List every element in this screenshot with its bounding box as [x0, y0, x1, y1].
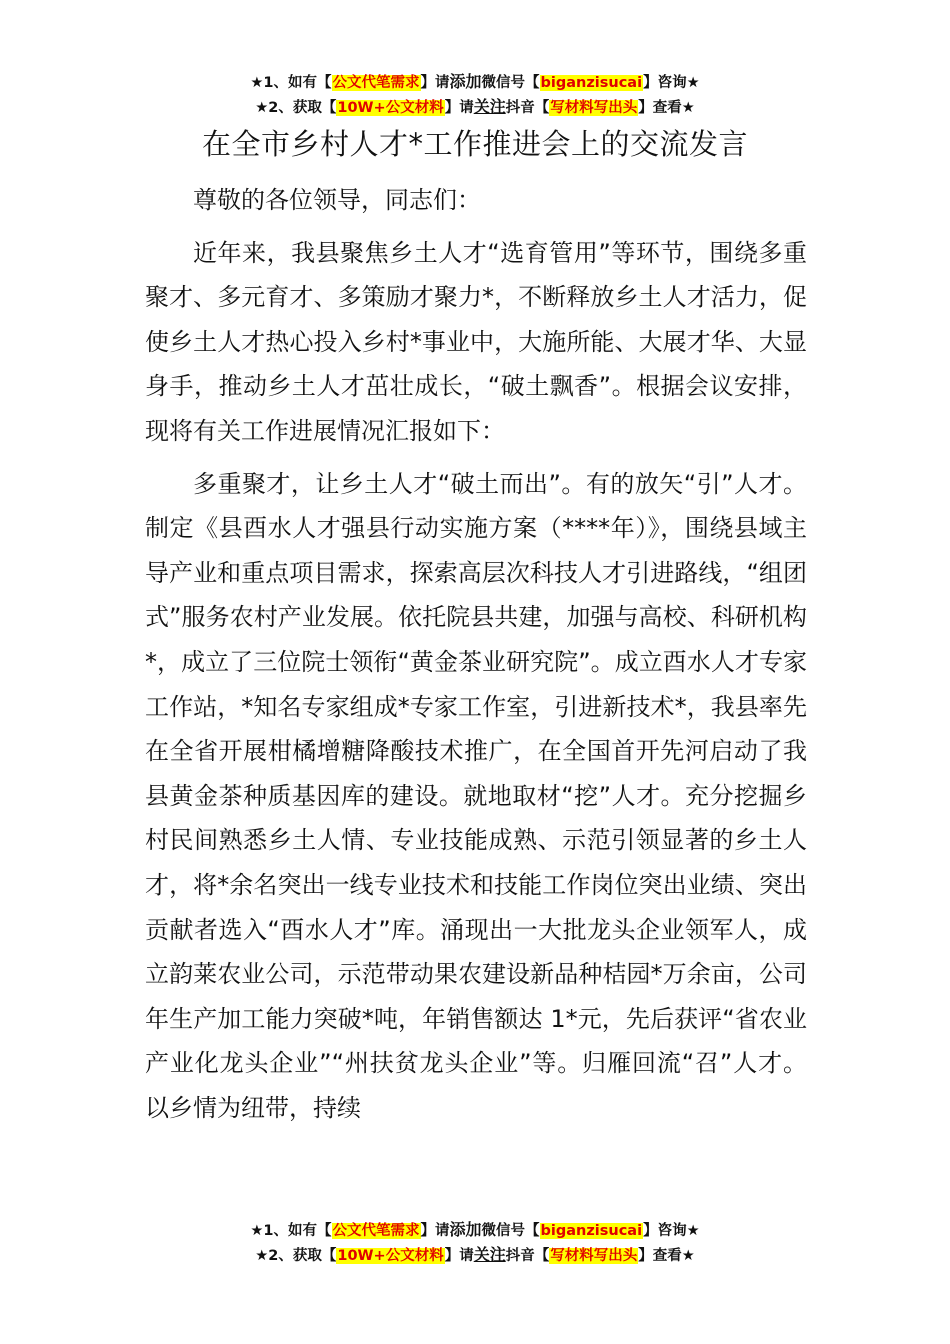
promo-text: 微信号【	[481, 1223, 540, 1239]
promo-text: ★2、获取【	[255, 100, 337, 116]
promo-emphasis: 添加	[449, 72, 482, 91]
promo-emphasis: 关注	[473, 97, 506, 116]
douyin-account-highlight: 写材料写出头	[550, 100, 638, 116]
promo-highlight: 10W+公文材料	[337, 1248, 444, 1264]
promo-text: 抖音【	[505, 1248, 550, 1264]
promo-text: 】查看★	[638, 100, 695, 116]
promo-text: 】咨询★	[643, 1223, 700, 1239]
promo-line-2	[0, 1243, 950, 1268]
promo-text: 】请	[420, 1223, 450, 1239]
promo-text: 】请	[444, 1248, 474, 1264]
promo-highlight: 公文代笔需求	[332, 1223, 420, 1239]
promo-highlight: 公文代笔需求	[332, 75, 420, 91]
promo-text: ★2、获取【	[255, 1248, 337, 1264]
promo-line-2	[0, 95, 950, 120]
promo-text: 微信号【	[481, 75, 540, 91]
paragraph-gather-talent: 多重聚才，让乡土人才“破土而出”。有的放矢“引”人才。制定《县酉水人才强县行动实施方案（****年）》，围绕县域主导产业和重点项目需求，探索高层次科技人才引进路线，“组团式”服务农村产业发展。依托院县共建，加强与高校、科研机构*，成立了三位院士领衔“黄金茶业研究院”。成立酉水人才专家工作站，*知名专家组成*专家工作室，引进新技术*，我县率先在全省开展柑橘增糖降酸技术推广，在全国首开先河启动了我县黄金茶种质基因库的建设。就地取材“挖”人才。充分挖掘乡村民间熟悉乡土人情、专业技能成熟、示范引领显著的乡土人才，将*余名突出一线专业技术和技能工作岗位突出业绩、突出贡献者选入“酉水人才”库。涌现出一大批龙头企业领军人，成立韵莱农业公司，示范带动果农建设新品种桔园*万余亩，公司年生产加工能力突破*吨，年销售额达 1*元，先后获评“省农业产业化龙头企业”“州扶贫龙头企业”等。归雁回流“召”人才。以乡情为纽带，持续	[145, 469, 807, 1122]
douyin-account-highlight: 写材料写出头	[550, 1248, 638, 1264]
document-body	[145, 178, 807, 1130]
promo-line-1	[0, 1218, 950, 1243]
wechat-id-highlight: biganzisucai	[540, 1223, 643, 1239]
wechat-id-highlight: biganzisucai	[540, 75, 643, 91]
promo-text: ★1、如有【	[250, 1223, 332, 1239]
salutation: 尊敬的各位领导，同志们：	[193, 186, 481, 214]
promo-banner-top	[0, 70, 950, 120]
promo-text: 】请	[444, 100, 474, 116]
promo-emphasis: 关注	[473, 1245, 506, 1264]
promo-line-1	[0, 70, 950, 95]
promo-text: 】咨询★	[643, 75, 700, 91]
promo-text: 】请	[420, 75, 450, 91]
promo-emphasis: 添加	[449, 1220, 482, 1239]
promo-text: 】查看★	[638, 1248, 695, 1264]
promo-highlight: 10W+公文材料	[337, 100, 444, 116]
promo-text: ★1、如有【	[250, 75, 332, 91]
document-title: 在全市乡村人才*工作推进会上的交流发言	[201, 127, 748, 161]
promo-text: 抖音【	[505, 100, 550, 116]
paragraph-intro: 近年来，我县聚焦乡土人才“选育管用”等环节，围绕多重聚才、多元育才、多策励才聚力*，不断释放乡土人才活力，促使乡土人才热心投入乡村*事业中，大施所能、大展才华、大显身手，推动乡土人才茁壮成长，“破土飘香”。根据会议安排，现将有关工作进展情况汇报如下：	[145, 238, 807, 445]
promo-banner-bottom	[0, 1218, 950, 1268]
